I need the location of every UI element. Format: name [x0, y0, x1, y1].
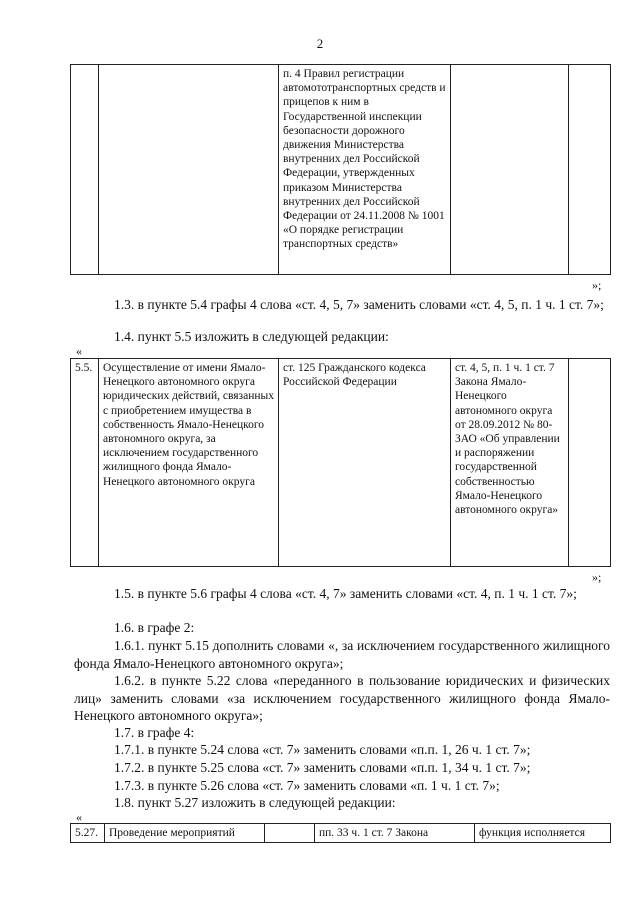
table-cell-num — [71, 65, 99, 275]
table-item-5-27 — [70, 823, 611, 843]
paragraph-1-4: 1.4. пункт 5.5 изложить в следующей редакции: — [114, 329, 389, 344]
table-cell-function — [99, 65, 279, 275]
table-cell-note — [569, 65, 611, 275]
table-cell-num: 5.27. — [71, 824, 105, 843]
table-item-5-5 — [70, 358, 611, 567]
table-continuation — [70, 64, 611, 275]
table-cell-regional-basis — [451, 65, 569, 275]
paragraph-1-3: 1.3. в пункте 5.4 графы 4 слова «ст. 4, 5, 7» заменить словами «ст. 4, 5, п. 1 ч. 1 ст. 7»; — [114, 297, 604, 312]
table-cell-legal-basis: ст. 125 Гражданского кодекса Российской Федерации — [279, 359, 451, 567]
paragraph-1-7: 1.7. в графе 4: — [114, 725, 195, 740]
table-cell-regional-basis: ст. 4, 5, п. 1 ч. 1 ст. 7 Закона Ямало-Ненецкого автономного округа от 28.09.2012 № 80-ЗАО «Об управлении и распоряжении государственной собственностью Ямало-Ненецкого автономного округа» — [451, 359, 569, 567]
paragraph-1-5: 1.5. в пункте 5.6 графы 4 слова «ст. 4, 7» заменить словами «ст. 4, п. 1 ч. 1 ст. 7»; — [114, 586, 577, 601]
paragraph-1-6-2: 1.6.2. в пункте 5.22 слова «переданного в пользование юридических и физических лиц» заменить словами «за исключением государственного жилищного фонда Ямало-Ненецкого автономного округа»; — [74, 673, 610, 723]
paragraph-1-7-1: 1.7.1. в пункте 5.24 слова «ст. 7» заменить словами «п.п. 1, 26 ч. 1 ст. 7»; — [114, 742, 531, 757]
table-cell-regional-basis: пп. 33 ч. 1 ст. 7 Закона — [315, 824, 475, 843]
table-cell-note: функция исполняется — [475, 824, 611, 843]
opening-quote: « — [76, 344, 82, 358]
table-row — [71, 824, 611, 843]
table-cell-note — [569, 359, 611, 567]
closing-quote: »; — [592, 278, 602, 292]
paragraph-1-6-1: 1.6.1. пункт 5.15 дополнить словами «, за исключением государственного жилищного фонда Ямало-Ненецкого автономного округа»; — [74, 638, 610, 671]
paragraph-1-7-3: 1.7.3. в пункте 5.26 слова «ст. 7» заменить словами «п. 1 ч. 1 ст. 7»; — [114, 778, 500, 793]
page-number: 2 — [316, 36, 324, 51]
table-cell-legal-basis: п. 4 Правил регистрации автомототранспортных средств и прицепов к ним в Государственной инспекции безопасности дорожного движения Министерства внутренних дел Российской Федерации, утвержденных приказом Министерства внутренних дел Российской Федерации от 24.11.2008 № 1001 «О порядке регистрации транспортных средств» — [279, 65, 451, 275]
opening-quote: « — [76, 810, 82, 824]
table-row — [71, 359, 611, 567]
paragraph-1-7-2: 1.7.2. в пункте 5.25 слова «ст. 7» заменить словами «п.п. 1, 34 ч. 1 ст. 7»; — [114, 760, 531, 775]
paragraph-1-8: 1.8. пункт 5.27 изложить в следующей редакции: — [114, 795, 396, 810]
table-cell-legal-basis — [265, 824, 315, 843]
paragraph-1-6: 1.6. в графе 2: — [114, 620, 195, 635]
table-cell-function: Проведение мероприятий — [105, 824, 265, 843]
table-cell-function: Осуществление от имени Ямало-Ненецкого автономного округа юридических действий, связанных с приобретением имущества в собственность Ямало-Ненецкого автономного округа, за исключением государственного жилищного фонда Ямало-Ненецкого автономного округа — [99, 359, 279, 567]
closing-quote: »; — [592, 570, 602, 584]
table-cell-num: 5.5. — [71, 359, 99, 567]
table-row — [71, 65, 611, 275]
